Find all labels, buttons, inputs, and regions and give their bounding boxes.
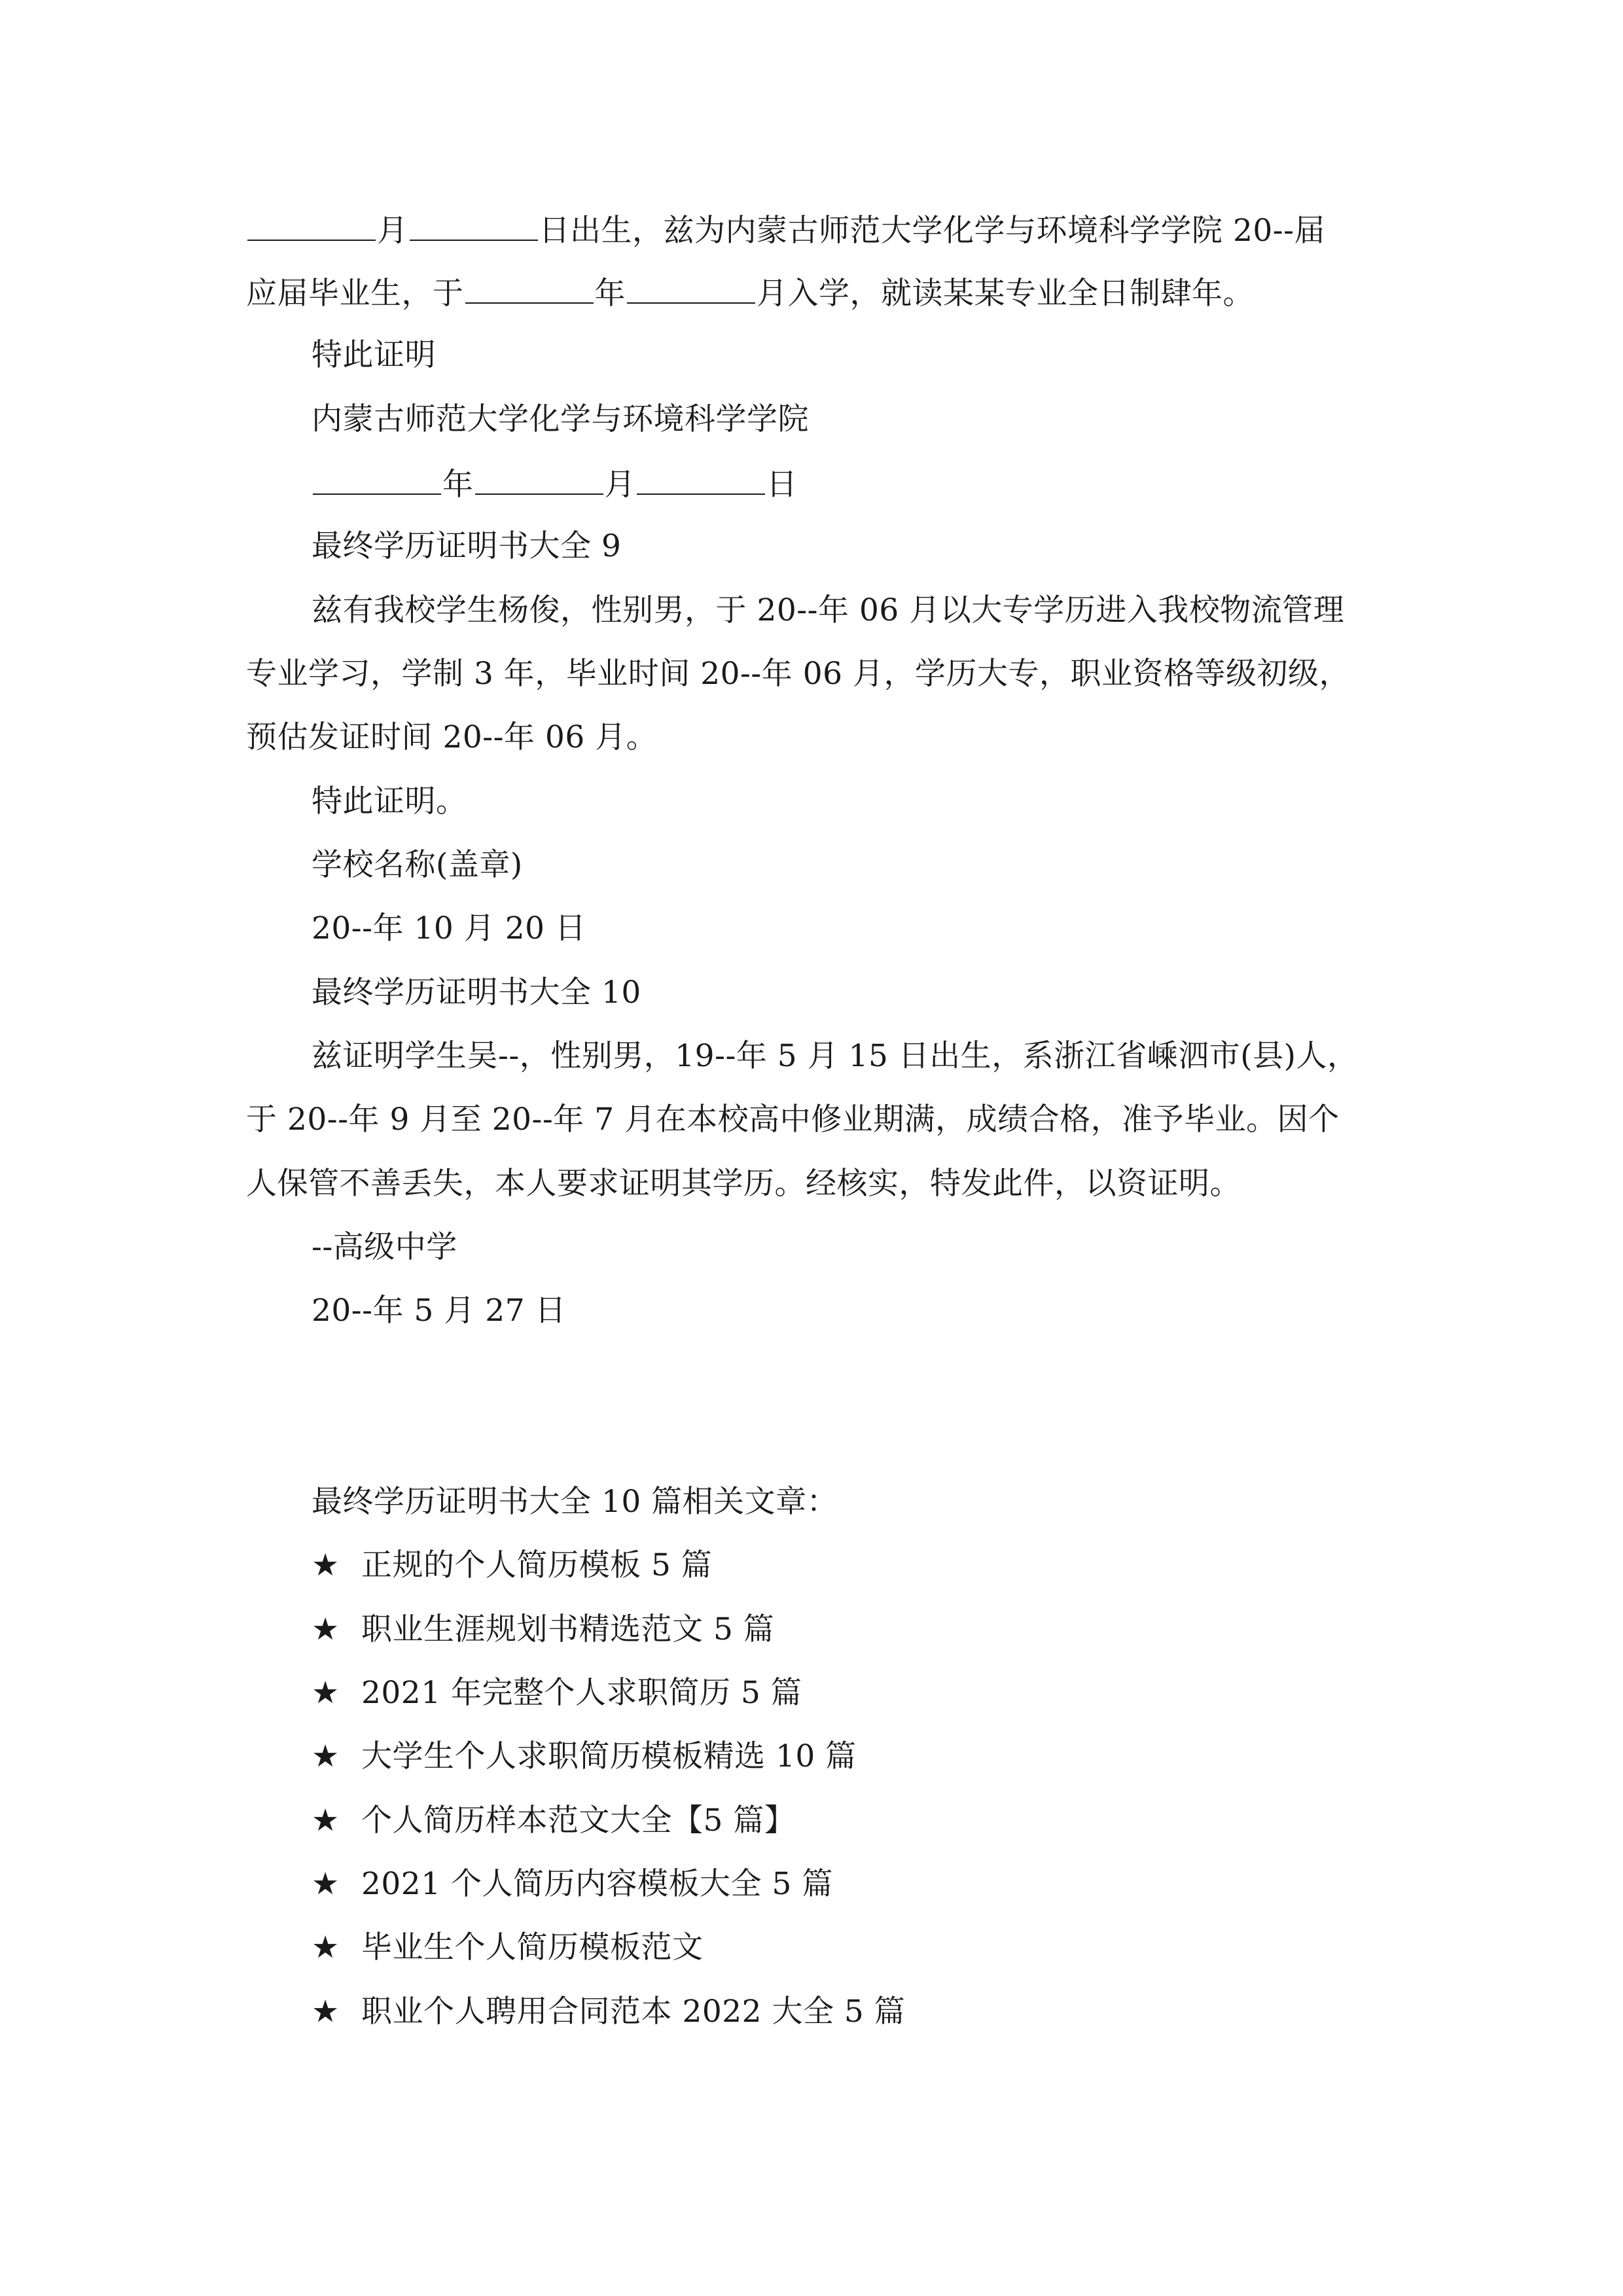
section-9-date: 20--年 10 月 20 日 <box>312 910 586 946</box>
star-icon: ★ <box>312 1738 340 1774</box>
related-article-link[interactable]: ★ 大学生个人求职简历模板精选 10 篇 <box>312 1737 857 1776</box>
blank-field <box>627 272 755 304</box>
blank-field <box>313 463 441 495</box>
certificate-birth-line: 月 日出生，兹为内蒙古师范大学化学与环境科学学院 20--届 <box>246 209 1325 249</box>
star-icon: ★ <box>312 1866 340 1902</box>
blank-field <box>465 272 594 304</box>
section-title-9: 最终学历证明书大全 9 <box>312 528 622 564</box>
section-10-date: 20--年 5 月 27 日 <box>312 1293 567 1329</box>
star-icon: ★ <box>312 1611 340 1647</box>
section-9-closing: 特此证明。 <box>312 783 467 819</box>
related-articles-heading: 最终学历证明书大全 10 篇相关文章： <box>312 1484 838 1520</box>
related-article-link[interactable]: ★ 职业生涯规划书精选范文 5 篇 <box>312 1610 774 1649</box>
star-icon: ★ <box>312 1929 340 1965</box>
related-article-link[interactable]: ★ 2021 个人简历内容模板大全 5 篇 <box>312 1865 833 1904</box>
related-article-link[interactable]: ★ 2021 年完整个人求职简历 5 篇 <box>312 1674 802 1713</box>
related-article-link[interactable]: ★ 职业个人聘用合同范本 2022 大全 5 篇 <box>312 1992 905 2032</box>
blank-field <box>637 463 765 495</box>
section-title-10: 最终学历证明书大全 10 <box>312 975 641 1011</box>
star-icon: ★ <box>312 1547 340 1583</box>
blank-field <box>475 463 603 495</box>
blank-field <box>247 209 376 241</box>
related-article-link[interactable]: ★ 正规的个人简历模板 5 篇 <box>312 1546 712 1585</box>
section-9-body-line: 兹有我校学生杨俊，性别男，于 20--年 06 月以大专学历进入我校物流管理 <box>312 592 1345 628</box>
certificate-closing: 特此证明 <box>312 337 436 373</box>
certificate-date: 年 月 日 <box>312 463 798 503</box>
star-icon: ★ <box>312 1994 340 2030</box>
section-10-issuer: --高级中学 <box>312 1229 457 1265</box>
star-icon: ★ <box>312 1675 340 1711</box>
section-9-body-line: 预估发证时间 20--年 06 月。 <box>246 719 658 755</box>
related-article-link[interactable]: ★ 毕业生个人简历模板范文 <box>312 1928 704 1967</box>
section-9-issuer: 学校名称(盖章) <box>312 847 523 883</box>
section-10-body-line: 人保管不善丢失，本人要求证明其学历。经核实，特发此件，以资证明。 <box>246 1166 1241 1202</box>
section-10-body-line: 兹证明学生吴--，性别男，19--年 5 月 15 日出生，系浙江省嵊泗市(县)人， <box>312 1038 1359 1074</box>
section-10-body-line: 于 20--年 9 月至 20--年 7 月在本校高中修业期满，成绩合格，准予毕业。因个 <box>246 1102 1340 1138</box>
section-9-body-line: 专业学习，学制 3 年，毕业时间 20--年 06 月，学历大专，职业资格等级初级， <box>246 656 1350 692</box>
blank-field <box>410 209 538 241</box>
certificate-issuer: 内蒙古师范大学化学与环境科学学院 <box>312 401 809 437</box>
star-icon: ★ <box>312 1803 340 1839</box>
related-article-link[interactable]: ★ 个人简历样本范文大全【5 篇】 <box>312 1801 795 1840</box>
certificate-enroll-line: 应届毕业生，于 年 月入学，就读某某专业全日制肆年。 <box>246 272 1254 312</box>
